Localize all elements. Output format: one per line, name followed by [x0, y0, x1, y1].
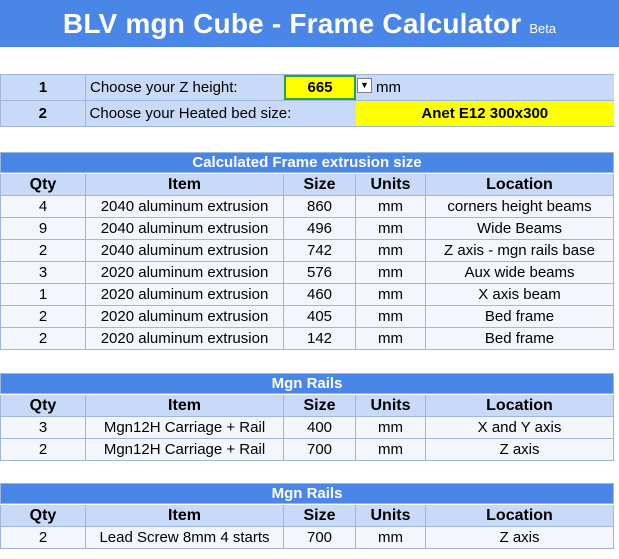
z-height-label: Choose your Z height: [90, 79, 238, 96]
cell-qty: 1 [0, 284, 86, 306]
cell-size: 496 [284, 218, 356, 240]
cell-location: Wide Beams [426, 218, 614, 240]
table-row [0, 262, 614, 284]
col-units: Units [356, 395, 426, 417]
cell-item: 2040 aluminum extrusion [86, 196, 284, 218]
cell-units: mm [356, 218, 426, 240]
cell-size: 142 [284, 328, 356, 350]
cell-item: Mgn12H Carriage + Rail [86, 439, 284, 461]
col-size: Size [284, 174, 356, 196]
col-location: Location [426, 505, 614, 527]
chevron-down-icon: ▼ [360, 80, 369, 90]
cell-units: mm [356, 328, 426, 350]
cell-qty: 9 [0, 218, 86, 240]
col-qty: Qty [0, 174, 86, 196]
z-height-dropdown[interactable] [357, 78, 372, 93]
cell-qty: 2 [0, 306, 86, 328]
cell-units: mm [356, 439, 426, 461]
table-row [0, 306, 614, 328]
cell-units: mm [356, 417, 426, 439]
cell-size: 576 [284, 262, 356, 284]
col-qty: Qty [0, 395, 86, 417]
table-header [0, 174, 614, 196]
cell-units: mm [356, 196, 426, 218]
bed-size-label: Choose your Heated bed size: [89, 105, 292, 122]
table-header [0, 395, 614, 417]
setting-number: 2 [0, 101, 86, 126]
col-item: Item [86, 505, 284, 527]
cell-location: Bed frame [426, 306, 614, 328]
table-row [0, 240, 614, 262]
cell-qty: 2 [0, 328, 86, 350]
title-banner [0, 0, 619, 47]
table-row [0, 439, 614, 461]
beta-badge: Beta [529, 21, 557, 36]
col-units: Units [356, 505, 426, 527]
cell-size: 700 [284, 527, 356, 549]
cell-units: mm [356, 240, 426, 262]
col-size: Size [284, 505, 356, 527]
cell-item: Lead Screw 8mm 4 starts [86, 527, 284, 549]
col-location: Location [426, 395, 614, 417]
bed-size-select[interactable]: Anet E12 300x300 [356, 101, 614, 126]
col-size: Size [284, 395, 356, 417]
cell-location: Z axis - mgn rails base [426, 240, 614, 262]
table-row [0, 284, 614, 306]
cell-size: 400 [284, 417, 356, 439]
cell-units: mm [356, 262, 426, 284]
z-height-row [0, 74, 614, 101]
table-row [0, 527, 614, 549]
section-title: Calculated Frame extrusion size [0, 152, 614, 173]
section-title: Mgn Rails [0, 483, 614, 504]
col-location: Location [426, 174, 614, 196]
table-row [0, 218, 614, 240]
col-item: Item [86, 174, 284, 196]
cell-location: corners height beams [426, 196, 614, 218]
cell-item: 2040 aluminum extrusion [86, 240, 284, 262]
col-units: Units [356, 174, 426, 196]
cell-size: 405 [284, 306, 356, 328]
section-title: Mgn Rails [0, 373, 614, 394]
setting-number: 1 [0, 75, 86, 100]
cell-size: 742 [284, 240, 356, 262]
cell-item: 2020 aluminum extrusion [86, 284, 284, 306]
cell-size: 700 [284, 439, 356, 461]
cell-units: mm [356, 306, 426, 328]
cell-size: 460 [284, 284, 356, 306]
cell-units: mm [356, 284, 426, 306]
table-row [0, 328, 614, 350]
cell-qty: 3 [0, 417, 86, 439]
cell-qty: 3 [0, 262, 86, 284]
cell-units: mm [356, 527, 426, 549]
cell-item: 2020 aluminum extrusion [86, 328, 284, 350]
cell-location: X axis beam [426, 284, 614, 306]
cell-qty: 2 [0, 527, 86, 549]
z-height-input[interactable]: 665 [284, 75, 356, 100]
cell-location: X and Y axis [426, 417, 614, 439]
table-row [0, 196, 614, 218]
col-item: Item [86, 395, 284, 417]
cell-location: Bed frame [426, 328, 614, 350]
z-height-unit: mm [376, 79, 401, 96]
cell-location: Aux wide beams [426, 262, 614, 284]
cell-item: 2020 aluminum extrusion [86, 262, 284, 284]
col-qty: Qty [0, 505, 86, 527]
page-title: BLV mgn Cube - Frame Calculator [62, 7, 522, 39]
cell-qty: 2 [0, 240, 86, 262]
cell-qty: 4 [0, 196, 86, 218]
table-header [0, 505, 614, 527]
cell-item: Mgn12H Carriage + Rail [86, 417, 284, 439]
table-row [0, 417, 614, 439]
cell-qty: 2 [0, 439, 86, 461]
cell-item: 2020 aluminum extrusion [86, 306, 284, 328]
cell-location: Z axis [426, 527, 614, 549]
cell-size: 860 [284, 196, 356, 218]
cell-location: Z axis [426, 439, 614, 461]
cell-item: 2040 aluminum extrusion [86, 218, 284, 240]
bed-size-row [0, 101, 614, 127]
